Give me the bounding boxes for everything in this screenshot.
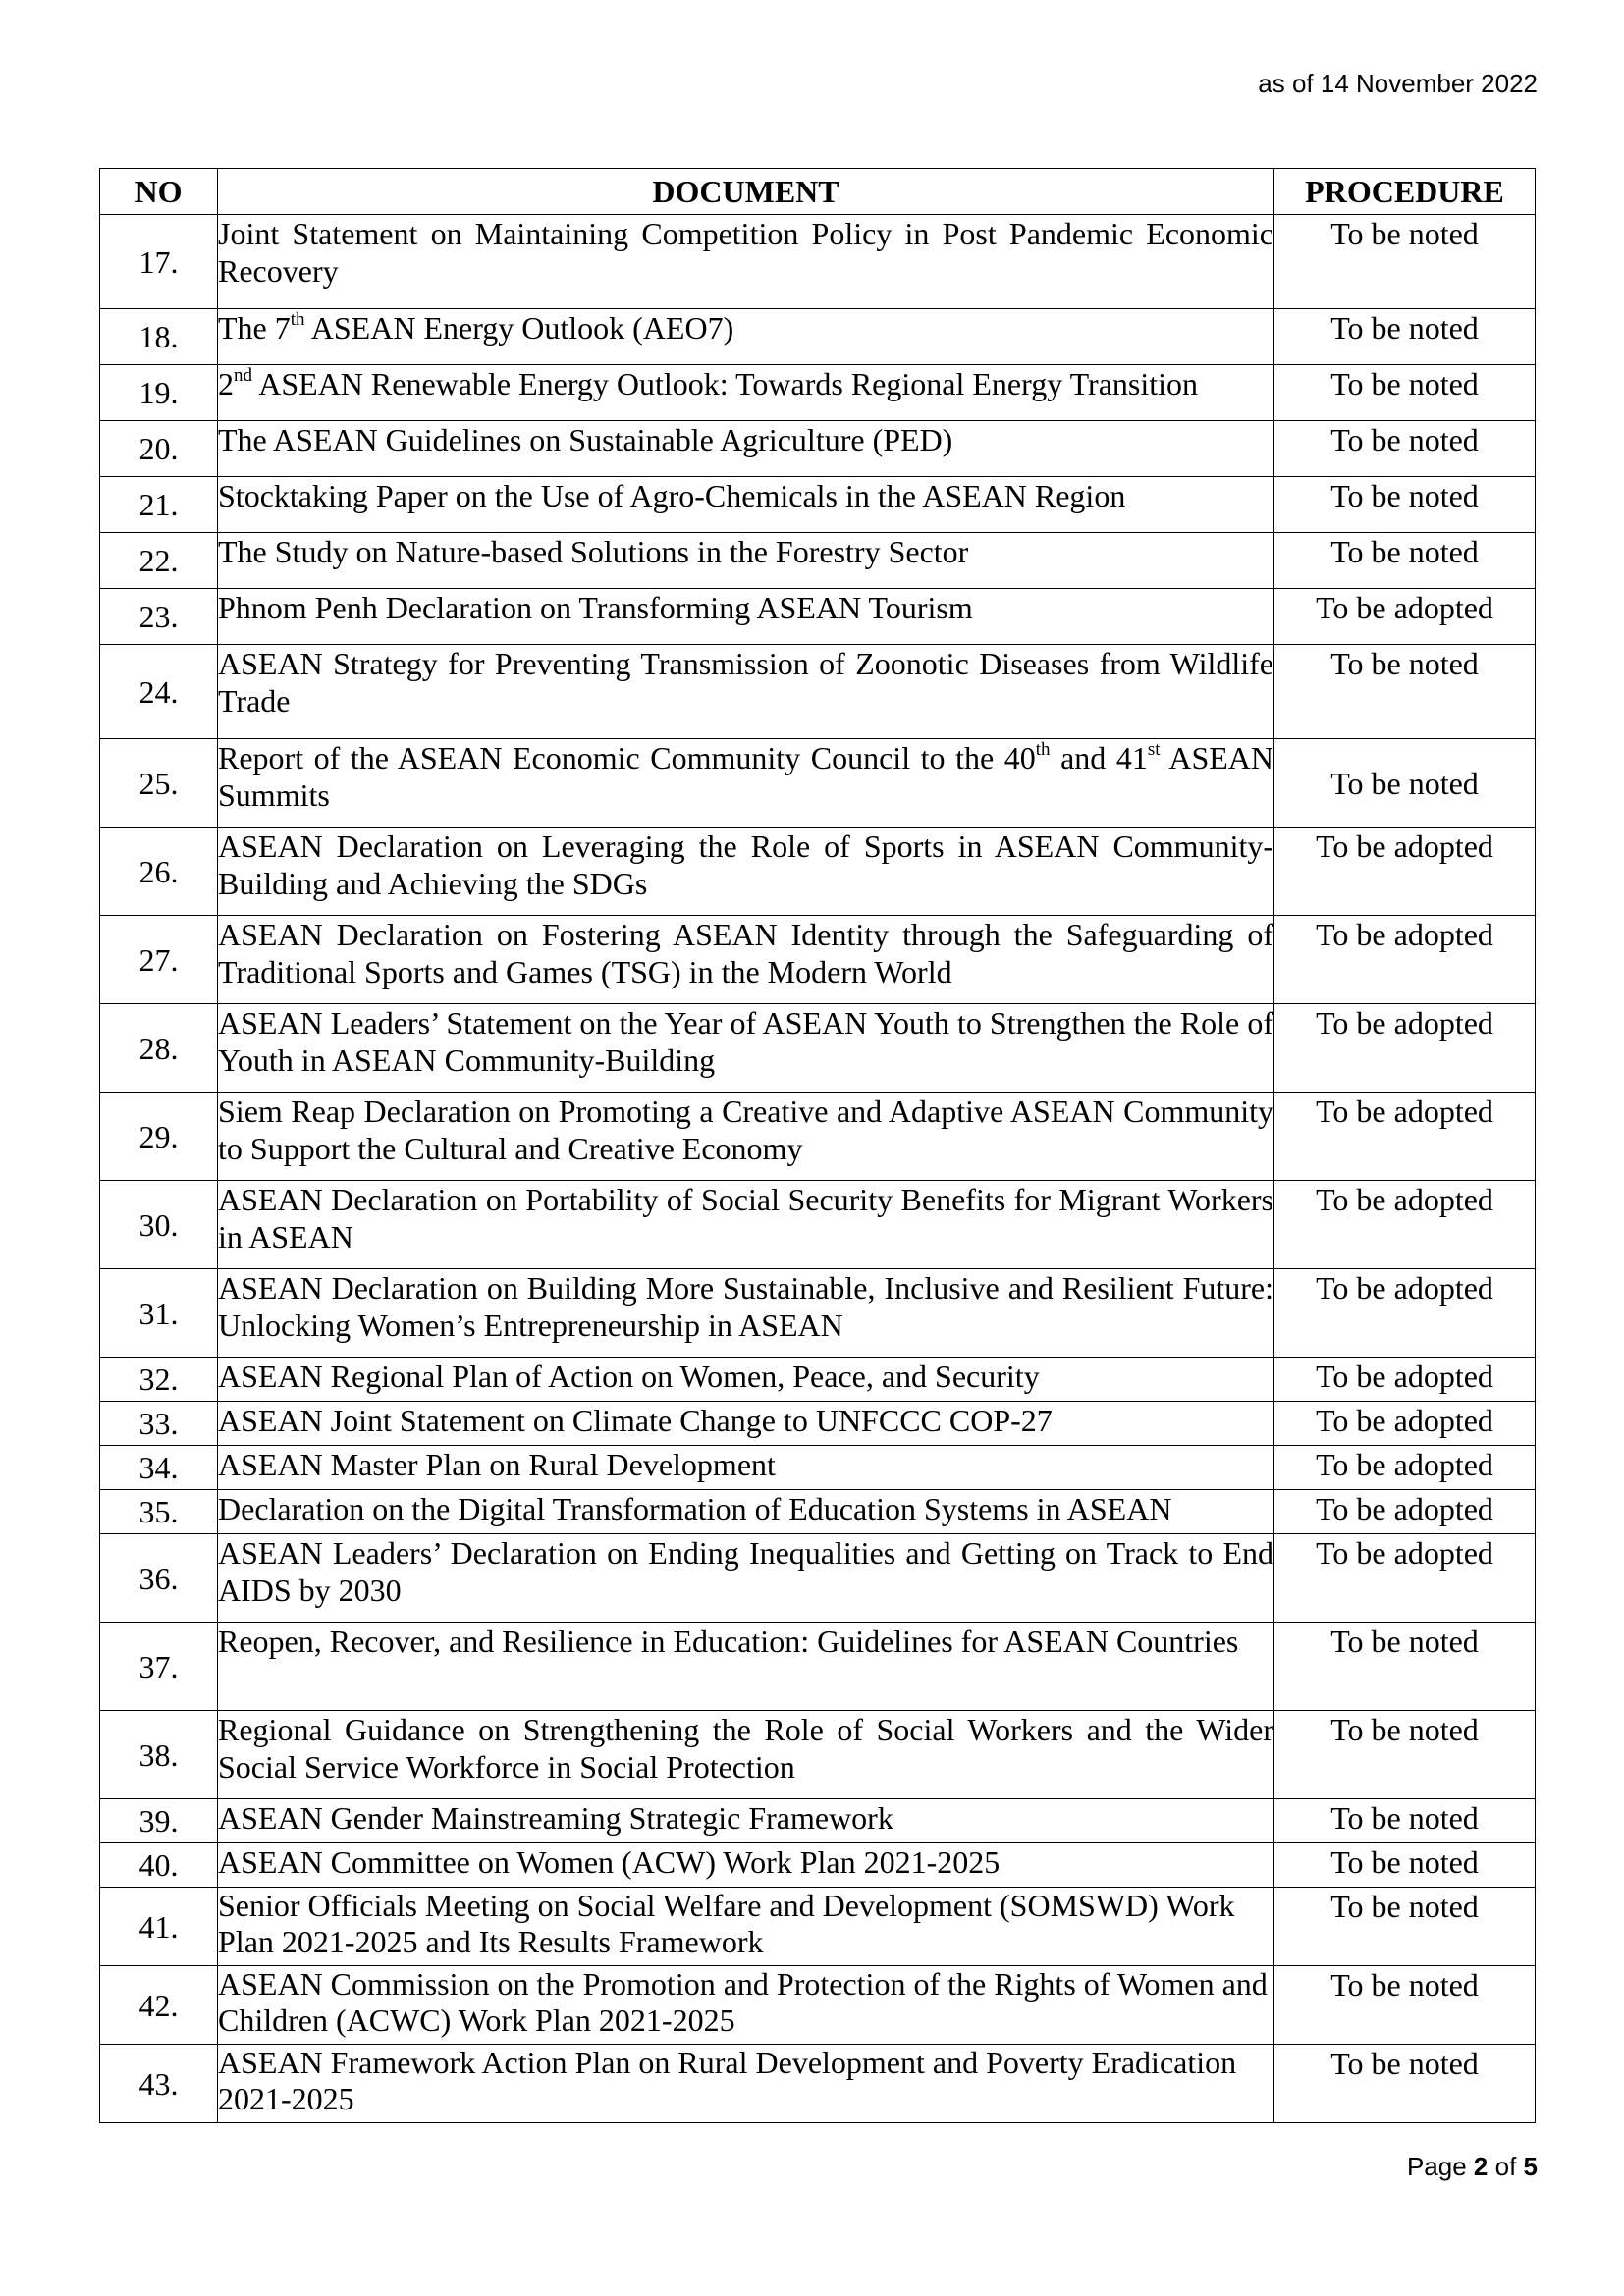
- row-number: 30.: [100, 1181, 218, 1269]
- row-number: 27.: [100, 916, 218, 1004]
- table-row: [100, 589, 1536, 645]
- procedure-cell: To be adopted: [1274, 1446, 1536, 1490]
- row-number: 39.: [100, 1799, 218, 1843]
- row-number: 23.: [100, 589, 218, 645]
- procedure-cell: To be adopted: [1274, 1358, 1536, 1402]
- page-current: 2: [1473, 2152, 1489, 2181]
- table-row: [100, 916, 1536, 1004]
- row-number: 38.: [100, 1711, 218, 1799]
- row-number: 24.: [100, 645, 218, 739]
- ordinal-superscript: st: [1147, 739, 1161, 761]
- document-title-text: 2: [218, 366, 234, 401]
- table-row: [100, 365, 1536, 421]
- table-row: [100, 533, 1536, 589]
- document-title: The ASEAN Guidelines on Sustainable Agriculture (PED): [218, 421, 1274, 477]
- document-title: The Study on Nature-based Solutions in the Forestry Sector: [218, 533, 1274, 589]
- table-row: [100, 645, 1536, 739]
- procedure-cell: To be adopted: [1274, 1402, 1536, 1446]
- page-number: [1407, 2152, 1538, 2182]
- document-title: Senior Officials Meeting on Social Welfare and Development (SOMSWD) Work Plan 2021-2025 and Its Results Framework: [218, 1888, 1274, 1966]
- procedure-cell: To be adopted: [1274, 1181, 1536, 1269]
- document-title: ASEAN Commission on the Promotion and Protection of the Rights of Women and Children (ACWC) Work Plan 2021-2025: [218, 1966, 1274, 2045]
- document-title: Joint Statement on Maintaining Competition Policy in Post Pandemic Economic Recovery: [218, 215, 1274, 309]
- document-title: ASEAN Committee on Women (ACW) Work Plan 2021-2025: [218, 1843, 1274, 1888]
- ordinal-superscript: th: [290, 309, 305, 331]
- document-title-text: The 7: [218, 310, 291, 346]
- table-row: [100, 309, 1536, 365]
- procedure-cell: To be noted: [1274, 533, 1536, 589]
- procedure-cell: To be noted: [1274, 215, 1536, 309]
- row-number: 28.: [100, 1004, 218, 1093]
- row-number: 42.: [100, 1966, 218, 2045]
- table-row: [100, 828, 1536, 916]
- row-number: 21.: [100, 477, 218, 533]
- row-number: 36.: [100, 1534, 218, 1623]
- procedure-cell: To be noted: [1274, 1623, 1536, 1711]
- row-number: 32.: [100, 1358, 218, 1402]
- document-title: ASEAN Declaration on Leveraging the Role of Sports in ASEAN Community-Building and Achieving the SDGs: [218, 828, 1274, 916]
- document-title: [218, 365, 1274, 421]
- documents-table: [99, 168, 1536, 2123]
- document-title: ASEAN Declaration on Fostering ASEAN Identity through the Safeguarding of Traditional Sports and Games (TSG) in the Modern World: [218, 916, 1274, 1004]
- row-number: 17.: [100, 215, 218, 309]
- table-row: [100, 1402, 1536, 1446]
- document-title: [218, 739, 1274, 828]
- procedure-cell: To be adopted: [1274, 1534, 1536, 1623]
- procedure-cell: To be noted: [1274, 1843, 1536, 1888]
- procedure-cell: To be adopted: [1274, 1490, 1536, 1534]
- document-title: ASEAN Regional Plan of Action on Women, Peace, and Security: [218, 1358, 1274, 1402]
- column-header-document: DOCUMENT: [218, 169, 1274, 215]
- table-row: [100, 2045, 1536, 2123]
- row-number: 31.: [100, 1269, 218, 1358]
- table-row: [100, 421, 1536, 477]
- document-title: Declaration on the Digital Transformation of Education Systems in ASEAN: [218, 1490, 1274, 1534]
- procedure-cell: To be noted: [1274, 739, 1536, 828]
- row-number: 20.: [100, 421, 218, 477]
- document-title: ASEAN Declaration on Portability of Social Security Benefits for Migrant Workers in ASEAN: [218, 1181, 1274, 1269]
- table-header-row: [100, 169, 1536, 215]
- row-number: 22.: [100, 533, 218, 589]
- row-number: 25.: [100, 739, 218, 828]
- procedure-cell: To be noted: [1274, 477, 1536, 533]
- procedure-cell: To be noted: [1274, 365, 1536, 421]
- table-row: [100, 1534, 1536, 1623]
- document-title: Phnom Penh Declaration on Transforming ASEAN Tourism: [218, 589, 1274, 645]
- procedure-cell: To be adopted: [1274, 1269, 1536, 1358]
- procedure-cell: To be adopted: [1274, 589, 1536, 645]
- row-number: 19.: [100, 365, 218, 421]
- procedure-cell: To be noted: [1274, 645, 1536, 739]
- document-title: Regional Guidance on Strengthening the Role of Social Workers and the Wider Social Service Workforce in Social Protection: [218, 1711, 1274, 1799]
- document-date: as of 14 November 2022: [1258, 69, 1538, 98]
- table-row: [100, 1358, 1536, 1402]
- row-number: 29.: [100, 1093, 218, 1181]
- procedure-cell: To be noted: [1274, 1966, 1536, 2045]
- document-title: ASEAN Master Plan on Rural Development: [218, 1446, 1274, 1490]
- document-title-text: and 41: [1050, 740, 1148, 775]
- row-number: 43.: [100, 2045, 218, 2123]
- row-number: 33.: [100, 1402, 218, 1446]
- document-title: [218, 309, 1274, 365]
- page-total: 5: [1523, 2152, 1538, 2181]
- table-row: [100, 1843, 1536, 1888]
- page-label: Page: [1406, 2152, 1467, 2181]
- row-number: 34.: [100, 1446, 218, 1490]
- table-row: [100, 739, 1536, 828]
- document-title-text: ASEAN Energy Outlook (AEO7): [304, 310, 734, 346]
- procedure-cell: To be adopted: [1274, 1004, 1536, 1093]
- table-row: [100, 1181, 1536, 1269]
- table-row: [100, 477, 1536, 533]
- document-title-text: ASEAN Summits: [218, 740, 1274, 813]
- row-number: 37.: [100, 1623, 218, 1711]
- table-row: [100, 1623, 1536, 1711]
- table-row: [100, 1799, 1536, 1843]
- row-number: 18.: [100, 309, 218, 365]
- procedure-cell: To be noted: [1274, 421, 1536, 477]
- table-row: [100, 1888, 1536, 1966]
- procedure-cell: To be noted: [1274, 1711, 1536, 1799]
- table-row: [100, 215, 1536, 309]
- document-title: Siem Reap Declaration on Promoting a Creative and Adaptive ASEAN Community to Support the Cultural and Creative Economy: [218, 1093, 1274, 1181]
- table-row: [100, 1269, 1536, 1358]
- table-row: [100, 1446, 1536, 1490]
- ordinal-superscript: nd: [234, 365, 252, 387]
- ordinal-superscript: th: [1035, 739, 1051, 761]
- document-title: ASEAN Strategy for Preventing Transmission of Zoonotic Diseases from Wildlife Trade: [218, 645, 1274, 739]
- document-title: ASEAN Leaders’ Statement on the Year of ASEAN Youth to Strengthen the Role of Youth in ASEAN Community-Building: [218, 1004, 1274, 1093]
- document-title: Stocktaking Paper on the Use of Agro-Chemicals in the ASEAN Region: [218, 477, 1274, 533]
- table-row: [100, 1490, 1536, 1534]
- procedure-cell: To be adopted: [1274, 828, 1536, 916]
- column-header-procedure: PROCEDURE: [1274, 169, 1536, 215]
- table-row: [100, 1711, 1536, 1799]
- table-row: [100, 1093, 1536, 1181]
- procedure-cell: To be noted: [1274, 309, 1536, 365]
- document-title: ASEAN Leaders’ Declaration on Ending Inequalities and Getting on Track to End AIDS by 2030: [218, 1534, 1274, 1623]
- page-of: of: [1494, 2152, 1517, 2181]
- row-number: 35.: [100, 1490, 218, 1534]
- document-title-text: Report of the ASEAN Economic Community Council to the 40: [218, 740, 1036, 775]
- document-title: ASEAN Declaration on Building More Sustainable, Inclusive and Resilient Future: Unlocking Women’s Entrepreneurship in ASEAN: [218, 1269, 1274, 1358]
- document-title-text: ASEAN Renewable Energy Outlook: Towards Regional Energy Transition: [252, 366, 1199, 401]
- procedure-cell: To be adopted: [1274, 1093, 1536, 1181]
- document-title: ASEAN Framework Action Plan on Rural Development and Poverty Eradication 2021-2025: [218, 2045, 1274, 2123]
- row-number: 26.: [100, 828, 218, 916]
- column-header-no: NO: [100, 169, 218, 215]
- procedure-cell: To be noted: [1274, 1799, 1536, 1843]
- document-title: ASEAN Gender Mainstreaming Strategic Framework: [218, 1799, 1274, 1843]
- procedure-cell: To be noted: [1274, 1888, 1536, 1966]
- row-number: 41.: [100, 1888, 218, 1966]
- table-row: [100, 1004, 1536, 1093]
- document-title: ASEAN Joint Statement on Climate Change to UNFCCC COP-27: [218, 1402, 1274, 1446]
- table-row: [100, 1966, 1536, 2045]
- procedure-cell: To be adopted: [1274, 916, 1536, 1004]
- document-title: Reopen, Recover, and Resilience in Education: Guidelines for ASEAN Countries: [218, 1623, 1274, 1711]
- procedure-cell: To be noted: [1274, 2045, 1536, 2123]
- row-number: 40.: [100, 1843, 218, 1888]
